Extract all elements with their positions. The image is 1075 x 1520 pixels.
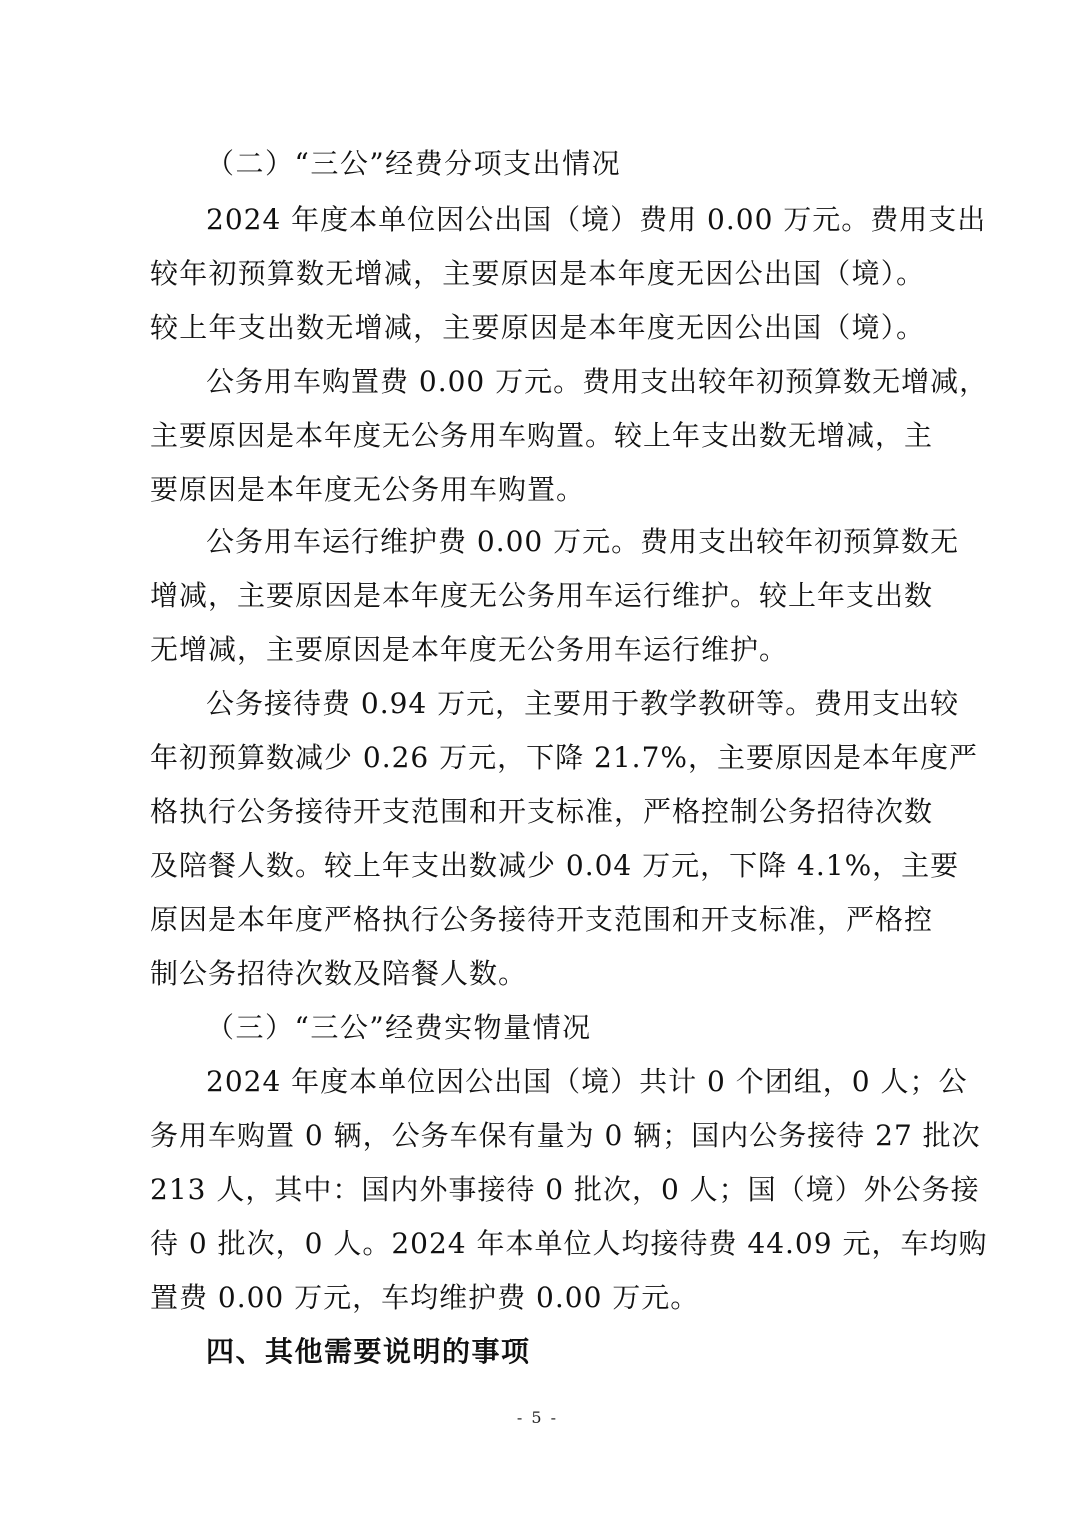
paragraph-line: 年初预算数减少 0.26 万元，下降 21.7%，主要原因是本年度严 [150,741,978,774]
paragraph-line: 213 人，其中：国内外事接待 0 批次，0 人；国（境）外公务接 [150,1173,980,1206]
paragraph-line: 原因是本年度严格执行公务接待开支范围和开支标准，严格控 [150,903,934,936]
paragraph-line: 要原因是本年度无公务用车购置。 [150,473,586,506]
paragraph-line: 较年初预算数无增减，主要原因是本年度无因公出国（境）。 [150,257,925,290]
paragraph-line: 公务接待费 0.94 万元，主要用于教学教研等。费用支出较 [206,687,960,720]
paragraph-line: 公务用车运行维护费 0.00 万元。费用支出较年初预算数无 [206,525,960,558]
page-number: - 5 - [516,1408,559,1427]
paragraph-line: 格执行公务接待开支范围和开支标准，严格控制公务招待次数 [150,795,934,828]
paragraph-line: 主要原因是本年度无公务用车购置。较上年支出数无增减，主 [150,419,934,452]
paragraph-line: 置费 0.00 万元，车均维护费 0.00 万元。 [150,1281,700,1314]
paragraph-line: 无增减，主要原因是本年度无公务用车运行维护。 [150,633,789,666]
paragraph-line: 增减，主要原因是本年度无公务用车运行维护。较上年支出数 [150,579,934,612]
section-heading-other-matters: 四、其他需要说明的事项 [206,1335,531,1368]
section-heading-expenditure-breakdown: （二）“三公”经费分项支出情况 [206,147,622,180]
paragraph-line: 公务用车购置费 0.00 万元。费用支出较年初预算数无增减， [206,365,989,398]
section-heading-physical-quantity: （三）“三公”经费实物量情况 [206,1011,592,1044]
paragraph-line: 较上年支出数无增减，主要原因是本年度无因公出国（境）。 [150,311,925,344]
paragraph-line: 待 0 批次，0 人。2024 年本单位人均接待费 44.09 元，车均购 [150,1227,988,1260]
paragraph-line: 及陪餐人数。较上年支出数减少 0.04 万元，下降 4.1%，主要 [150,849,960,882]
paragraph-line: 务用车购置 0 辆，公务车保有量为 0 辆；国内公务接待 27 批次 [150,1119,981,1152]
paragraph-line: 2024 年度本单位因公出国（境）共计 0 个团组，0 人；公 [206,1065,968,1098]
paragraph-line: 制公务招待次数及陪餐人数。 [150,957,528,990]
paragraph-line: 2024 年度本单位因公出国（境）费用 0.00 万元。费用支出 [206,203,987,236]
